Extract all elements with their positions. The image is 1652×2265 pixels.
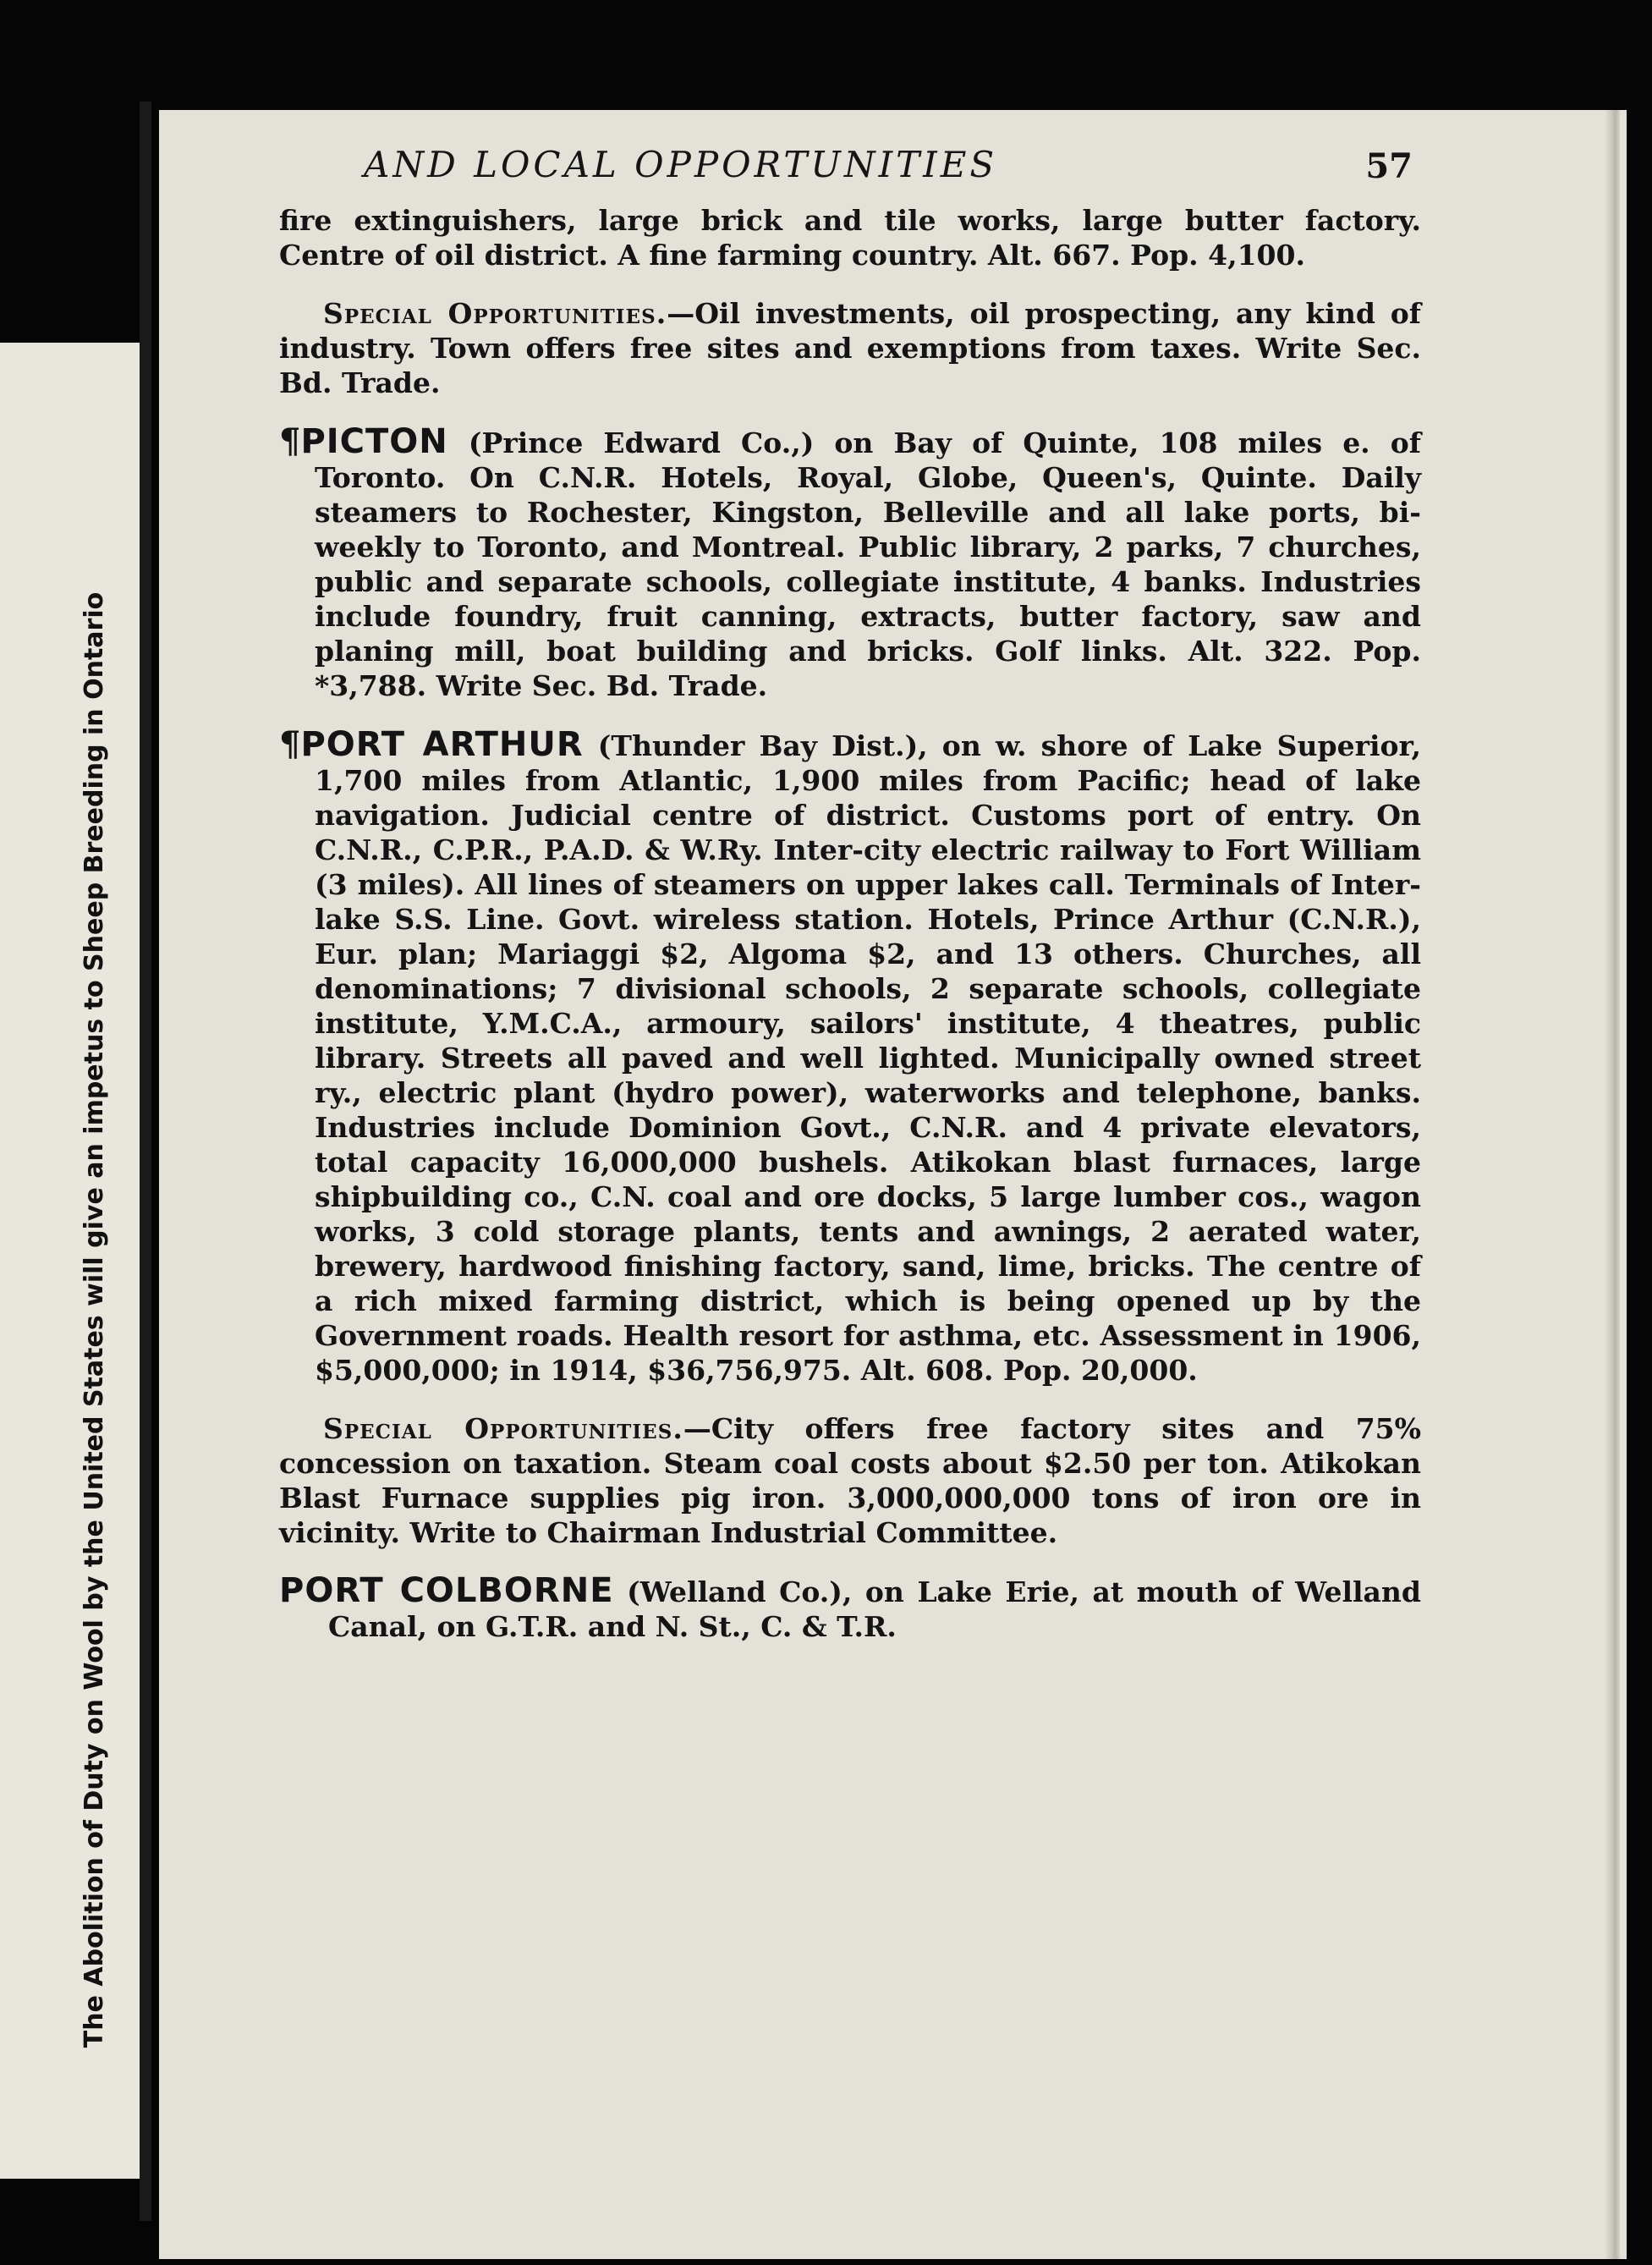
paragraph-special-opportunities-2 — [279, 1411, 1421, 1550]
page-number: 57 — [1365, 146, 1413, 186]
entry-text: (Thunder Bay Dist.), on w. shore of Lake Superior, 1,700 miles from Atlantic, 1,900 miles from Pacific; head of lake navigation. Judicial centre of district. Customs port of entry. On C.N.R., C.P.R., P.A.D. & W.Ry. Inter-city electric railway to Fort William (3 miles). All lines of steamers on upper lakes call. Terminals of Inter-lake S.S. Line. Govt. wireless station. Hotels, Prince Arthur (C.N.R.), Eur. plan; Mariaggi $2, Algoma $2, and 13 others. Churches, all denominations; 7 divisional schools, 2 separate schools, collegiate institute, Y.M.C.A., armoury, sailors' institute, 4 theatres, public library. Streets all paved and well lighted. Municipally owned street ry., electric plant (hydro power), waterworks and telephone, banks. Industries include Dominion Govt., C.N.R. and 4 private elevators, total capacity 16,000,000 bushels. Atikokan blast furnaces, large shipbuilding co., C.N. coal and ore docks, 5 large lumber cos., wagon works, 3 cold storage plants, tents and awnings, 2 aerated water, brewery, hardwood finishing factory, sand, lime, bricks. The centre of a rich mixed farming district, which is being opened up by the Government roads. Health resort for asthma, etc. Assessment in 1906, $5,000,000; in 1914, $36,756,975. Alt. 608. Pop. 20,000. — [315, 729, 1421, 1387]
entry-port-arthur — [279, 724, 1421, 1388]
running-title: AND LOCAL OPPORTUNITIES — [364, 144, 998, 185]
section-label: Special Opportunities. — [323, 1412, 683, 1445]
entry-title: PORT COLBORNE — [279, 1571, 614, 1610]
entry-picton — [279, 421, 1421, 703]
side-margin-text: The Abolition of Duty on Wool by the United States will give an impetus to Sheep Breeding in Ontario — [80, 591, 109, 2048]
entry-title: PICTON — [300, 422, 448, 461]
entry-text: (Welland Co.), on Lake Erie, at mouth of Welland Canal, on G.T.R. and N. St., C. & T.R. — [328, 1575, 1421, 1643]
body-text — [279, 203, 1421, 2081]
pilcrow-mark: ¶ — [279, 724, 301, 764]
entry-text: (Prince Edward Co.,) on Bay of Quinte, 108 miles e. of Toronto. On C.N.R. Hotels, Royal, Globe, Queen's, Quinte. Daily steamers to Rochester, Kingston, Belleville and all lake ports, bi-weekly to Toronto, and Montreal. Public library, 2 parks, 7 churches, public and separate schools, collegiate institute, 4 banks. Industries include foundry, fruit canning, extracts, butter factory, saw and planing mill, boat building and bricks. Golf links. Alt. 322. Pop. *3,788. Write Sec. Bd. Trade. — [315, 426, 1421, 702]
page-edge-shadow — [1605, 110, 1620, 2259]
entry-port-colborne — [279, 1571, 1421, 1644]
section-label: Special Opportunities. — [323, 297, 667, 330]
pilcrow-mark: ¶ — [279, 421, 301, 461]
paragraph-text: —City offers free factory sites and 75% concession on taxation. Steam coal costs about $2.50 per ton. Atikokan Blast Furnace supplies pig iron. 3,000,000,000 tons of iron ore in vicinity. Write to Chairman Industrial Committee. — [279, 1412, 1421, 1549]
entry-title: PORT ARTHUR — [300, 725, 584, 764]
paragraph-text: —Oil investments, oil prospecting, any kind of industry. Town offers free sites and exemptions from taxes. Write Sec. Bd. Trade. — [279, 297, 1421, 399]
paragraph-special-opportunities-1 — [279, 296, 1421, 400]
paragraph-continuation: fire extinguishers, large brick and tile works, large butter factory. Centre of oil district. A fine farming country. Alt. 667. Pop. 4,100. — [279, 204, 1421, 272]
gutter-rule — [140, 102, 151, 2221]
